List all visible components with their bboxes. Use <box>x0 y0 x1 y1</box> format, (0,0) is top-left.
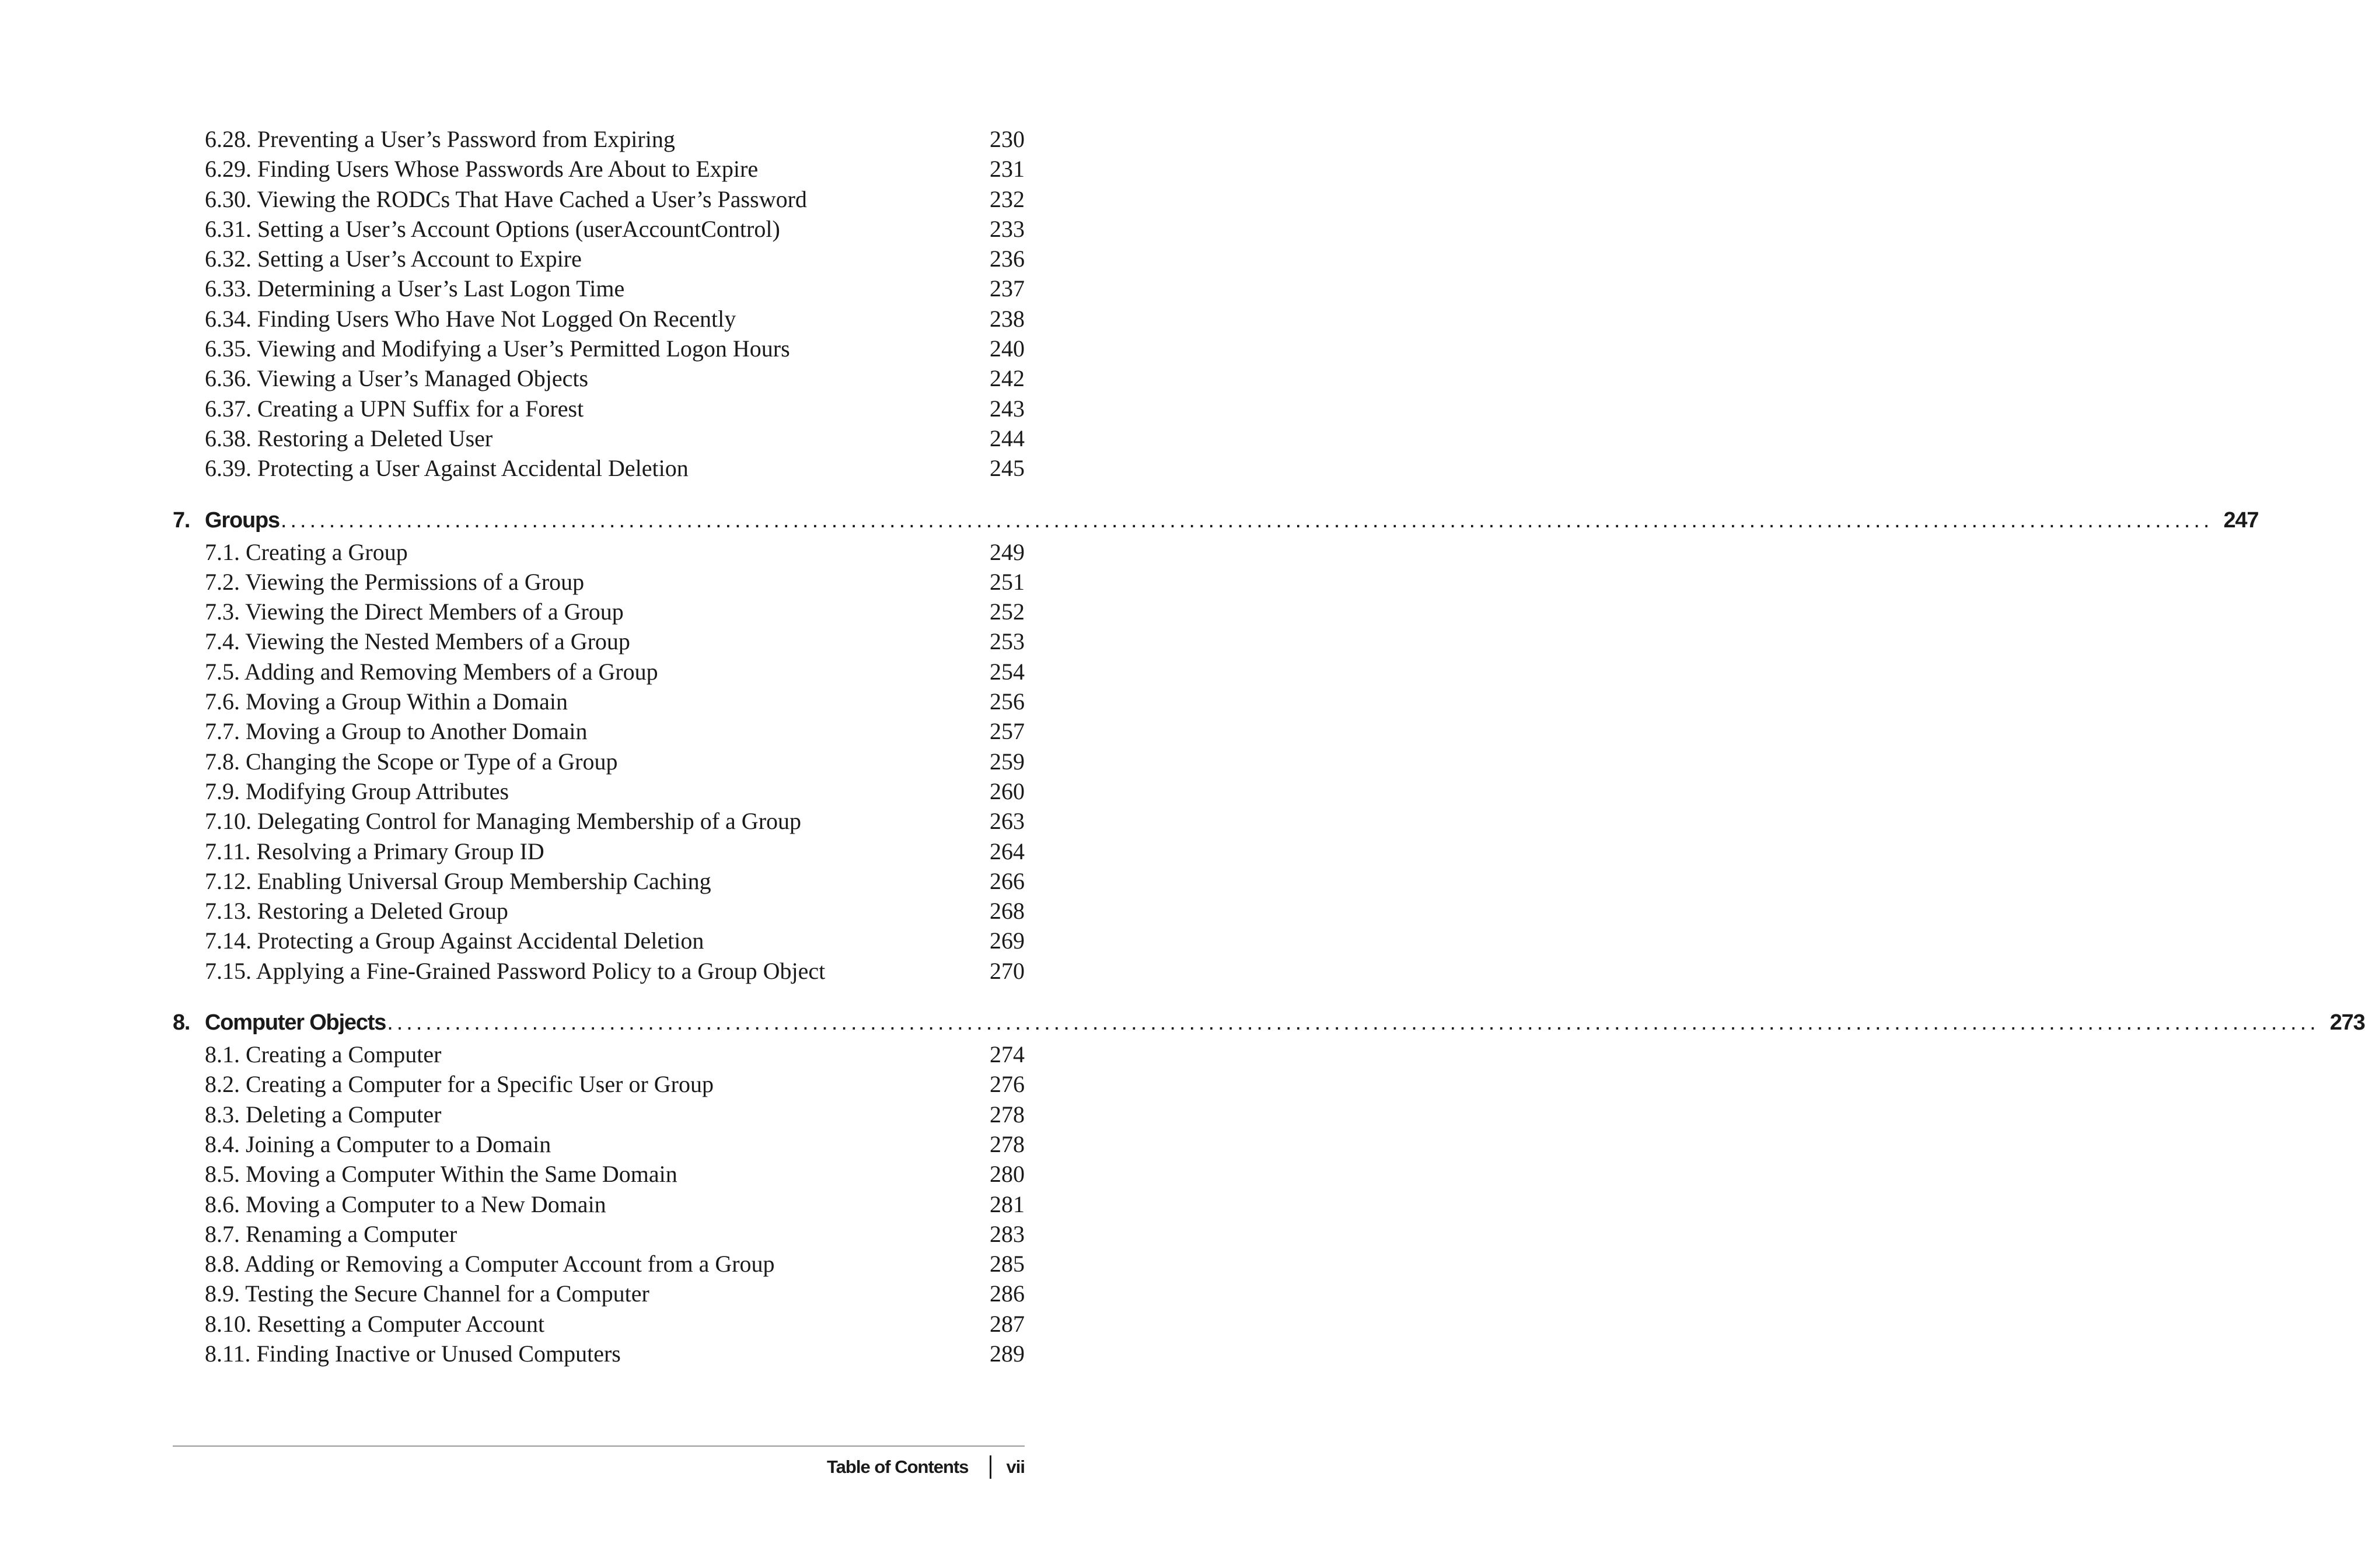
toc-entry-title: 6.36. Viewing a User’s Managed Objects <box>205 365 589 392</box>
toc-entry[interactable] <box>173 304 1025 334</box>
toc-entry-title: 7.3. Viewing the Direct Members of a Group <box>205 598 624 625</box>
toc-entry-page-number: 268 <box>990 898 1025 925</box>
toc-entry-title: 7.8. Changing the Scope or Type of a Group <box>205 748 618 775</box>
toc-entry-page-number: 283 <box>990 1220 1025 1247</box>
toc-entry-page-number: 257 <box>990 718 1025 745</box>
toc-entry-title: 6.35. Viewing and Modifying a User’s Permitted Logon Hours <box>205 335 790 362</box>
toc-entry-title: 6.29. Finding Users Whose Passwords Are About to Expire <box>205 156 759 183</box>
toc-entry[interactable] <box>173 687 1025 716</box>
toc-entry-page-number: 245 <box>990 455 1025 482</box>
footer-separator <box>990 1455 991 1479</box>
toc-entry-page-number: 249 <box>990 538 1025 565</box>
toc-entry-title: 6.37. Creating a UPN Suffix for a Forest <box>205 395 584 422</box>
toc-entry-page-number: 264 <box>990 838 1025 864</box>
toc-entry-title: 8.4. Joining a Computer to a Domain <box>205 1130 551 1157</box>
toc-entry[interactable] <box>173 1129 1025 1159</box>
toc-entry-page-number: 237 <box>990 275 1025 302</box>
toc-entry[interactable] <box>173 1309 1025 1339</box>
toc-entry-page-number: 238 <box>990 305 1025 332</box>
chapter-page-number: 273 <box>2329 1010 2365 1035</box>
toc-entry-title: 8.7. Renaming a Computer <box>205 1220 457 1247</box>
toc-entry-title: 8.8. Adding or Removing a Computer Account from a Group <box>205 1251 775 1278</box>
toc-entry-page-number: 259 <box>990 748 1025 775</box>
toc-entry-title: 7.12. Enabling Universal Group Membership Caching <box>205 867 711 894</box>
toc-entry-title: 6.39. Protecting a User Against Accidental Deletion <box>205 455 689 482</box>
toc-entry[interactable] <box>173 334 1025 363</box>
toc-entry[interactable] <box>173 424 1025 453</box>
toc-entry-page-number: 266 <box>990 867 1025 894</box>
toc-entry[interactable] <box>173 806 1025 836</box>
toc-entry-title: 8.2. Creating a Computer for a Specific User or Group <box>205 1071 714 1098</box>
toc-entry-page-number: 278 <box>990 1130 1025 1157</box>
toc-entry-title: 7.6. Moving a Group Within a Domain <box>205 688 568 715</box>
toc-entry-page-number: 263 <box>990 808 1025 835</box>
toc-entry[interactable] <box>173 1339 1025 1368</box>
toc-entry-page-number: 287 <box>990 1310 1025 1337</box>
toc-entry-title: 6.38. Restoring a Deleted User <box>205 425 493 452</box>
toc-entry-page-number: 230 <box>990 126 1025 152</box>
toc-entry-page-number: 244 <box>990 425 1025 452</box>
toc-entry[interactable] <box>173 1189 1025 1219</box>
chapter-title: Computer Objects <box>205 1010 386 1035</box>
toc-entry-title: 6.33. Determining a User’s Last Logon Time <box>205 275 625 302</box>
toc-entry-title: 7.4. Viewing the Nested Members of a Group <box>205 628 630 655</box>
toc-entry-title: 8.3. Deleting a Computer <box>205 1101 442 1128</box>
toc-entry-page-number: 276 <box>990 1071 1025 1098</box>
toc-entry[interactable] <box>173 1279 1025 1308</box>
chapter-heading[interactable] <box>173 503 2259 537</box>
toc-entry[interactable] <box>173 597 1025 626</box>
toc-entry[interactable] <box>173 537 1025 567</box>
toc-entry-page-number: 242 <box>990 365 1025 392</box>
toc-entry-title: 8.6. Moving a Computer to a New Domain <box>205 1191 606 1217</box>
footer-divider <box>173 1446 1025 1447</box>
toc-entry-title: 6.34. Finding Users Who Have Not Logged On Recently <box>205 305 736 332</box>
toc-entry-title: 7.9. Modifying Group Attributes <box>205 778 509 804</box>
toc-entry-title: 6.30. Viewing the RODCs That Have Cached a User’s Password <box>205 186 807 212</box>
toc-entry[interactable] <box>173 1249 1025 1279</box>
toc-entry-title: 7.13. Restoring a Deleted Group <box>205 898 508 925</box>
footer-label: Table of Contents <box>827 1457 969 1477</box>
toc-entry[interactable] <box>173 1159 1025 1189</box>
toc-entry-page-number: 286 <box>990 1280 1025 1307</box>
toc-entry-title: 7.2. Viewing the Permissions of a Group <box>205 568 585 595</box>
toc-entry[interactable] <box>173 214 1025 244</box>
toc-entry[interactable] <box>173 1040 1025 1069</box>
toc-entry[interactable] <box>173 626 1025 656</box>
toc-entry[interactable] <box>173 567 1025 597</box>
toc-entry[interactable] <box>173 866 1025 896</box>
toc-entry-title: 7.11. Resolving a Primary Group ID <box>205 838 544 864</box>
toc-entry-page-number: 281 <box>990 1191 1025 1217</box>
toc-entry-page-number: 289 <box>990 1340 1025 1367</box>
chapter-number: 7. <box>173 508 190 533</box>
toc-entry-title: 8.10. Resetting a Computer Account <box>205 1310 545 1337</box>
toc-entry-title: 8.9. Testing the Secure Channel for a Computer <box>205 1280 649 1307</box>
toc-entry-page-number: 256 <box>990 688 1025 715</box>
toc-entry-title: 8.11. Finding Inactive or Unused Computers <box>205 1340 621 1367</box>
toc-entry[interactable] <box>173 926 1025 956</box>
toc-entry[interactable] <box>173 244 1025 274</box>
toc-entry-title: 6.32. Setting a User’s Account to Expire <box>205 246 582 272</box>
chapter-title: Groups <box>205 508 280 533</box>
toc-entry-page-number: 260 <box>990 778 1025 804</box>
toc-entry-page-number: 251 <box>990 568 1025 595</box>
toc-entry[interactable] <box>173 453 1025 483</box>
toc-entry-page-number: 243 <box>990 395 1025 422</box>
toc-entry-page-number: 274 <box>990 1041 1025 1068</box>
toc-entry[interactable] <box>173 776 1025 806</box>
chapter-page-number: 247 <box>2223 508 2259 533</box>
toc-entry-title: 7.14. Protecting a Group Against Accidental Deletion <box>205 928 704 954</box>
toc-entry[interactable] <box>173 394 1025 424</box>
toc-entry-page-number: 240 <box>990 335 1025 362</box>
toc-entry-page-number: 253 <box>990 628 1025 655</box>
toc-entry-page-number: 252 <box>990 598 1025 625</box>
chapter-number: 8. <box>173 1010 190 1035</box>
toc-entry-title: 7.5. Adding and Removing Members of a Group <box>205 658 658 685</box>
toc-entry[interactable] <box>173 896 1025 926</box>
toc-entry-title: 7.15. Applying a Fine-Grained Password Policy to a Group Object <box>205 957 826 984</box>
toc-entry[interactable] <box>173 836 1025 866</box>
toc-entry-title: 6.31. Setting a User’s Account Options (userAccountControl) <box>205 215 780 242</box>
toc-entry-page-number: 285 <box>990 1251 1025 1278</box>
toc-entry[interactable] <box>173 124 1025 154</box>
toc-entry-page-number: 254 <box>990 658 1025 685</box>
dot-leader: ........................................................................................................................................................................................................ <box>280 508 2213 533</box>
dot-leader: ........................................................................................................................................................................................................ <box>387 1010 2319 1035</box>
table-of-contents <box>173 124 2365 1368</box>
toc-entry-page-number: 236 <box>990 246 1025 272</box>
toc-entry[interactable] <box>173 716 1025 746</box>
toc-entry[interactable] <box>173 956 1025 986</box>
chapter-heading[interactable] <box>173 1006 2365 1040</box>
toc-entry[interactable] <box>173 274 1025 303</box>
toc-entry[interactable] <box>173 1100 1025 1129</box>
toc-entry-page-number: 232 <box>990 186 1025 212</box>
toc-entry-page-number: 231 <box>990 156 1025 183</box>
toc-entry-page-number: 280 <box>990 1161 1025 1188</box>
toc-entry[interactable] <box>173 1069 1025 1099</box>
toc-entry-page-number: 269 <box>990 928 1025 954</box>
toc-entry[interactable] <box>173 657 1025 687</box>
toc-entry-title: 6.28. Preventing a User’s Password from Expiring <box>205 126 675 152</box>
toc-entry[interactable] <box>173 1219 1025 1249</box>
toc-entry-title: 8.1. Creating a Computer <box>205 1041 442 1068</box>
page-footer <box>827 1452 1025 1482</box>
toc-entry[interactable] <box>173 184 1025 214</box>
toc-entry[interactable] <box>173 747 1025 776</box>
toc-entry-title: 7.7. Moving a Group to Another Domain <box>205 718 588 745</box>
toc-entry[interactable] <box>173 363 1025 393</box>
footer-page-number: vii <box>1006 1457 1025 1477</box>
toc-entry-title: 8.5. Moving a Computer Within the Same Domain <box>205 1161 677 1188</box>
toc-entry-title: 7.10. Delegating Control for Managing Membership of a Group <box>205 808 802 835</box>
toc-entry[interactable] <box>173 154 1025 184</box>
toc-entry-page-number: 270 <box>990 957 1025 984</box>
toc-entry-page-number: 233 <box>990 215 1025 242</box>
toc-entry-title: 7.1. Creating a Group <box>205 538 408 565</box>
toc-entry-page-number: 278 <box>990 1101 1025 1128</box>
